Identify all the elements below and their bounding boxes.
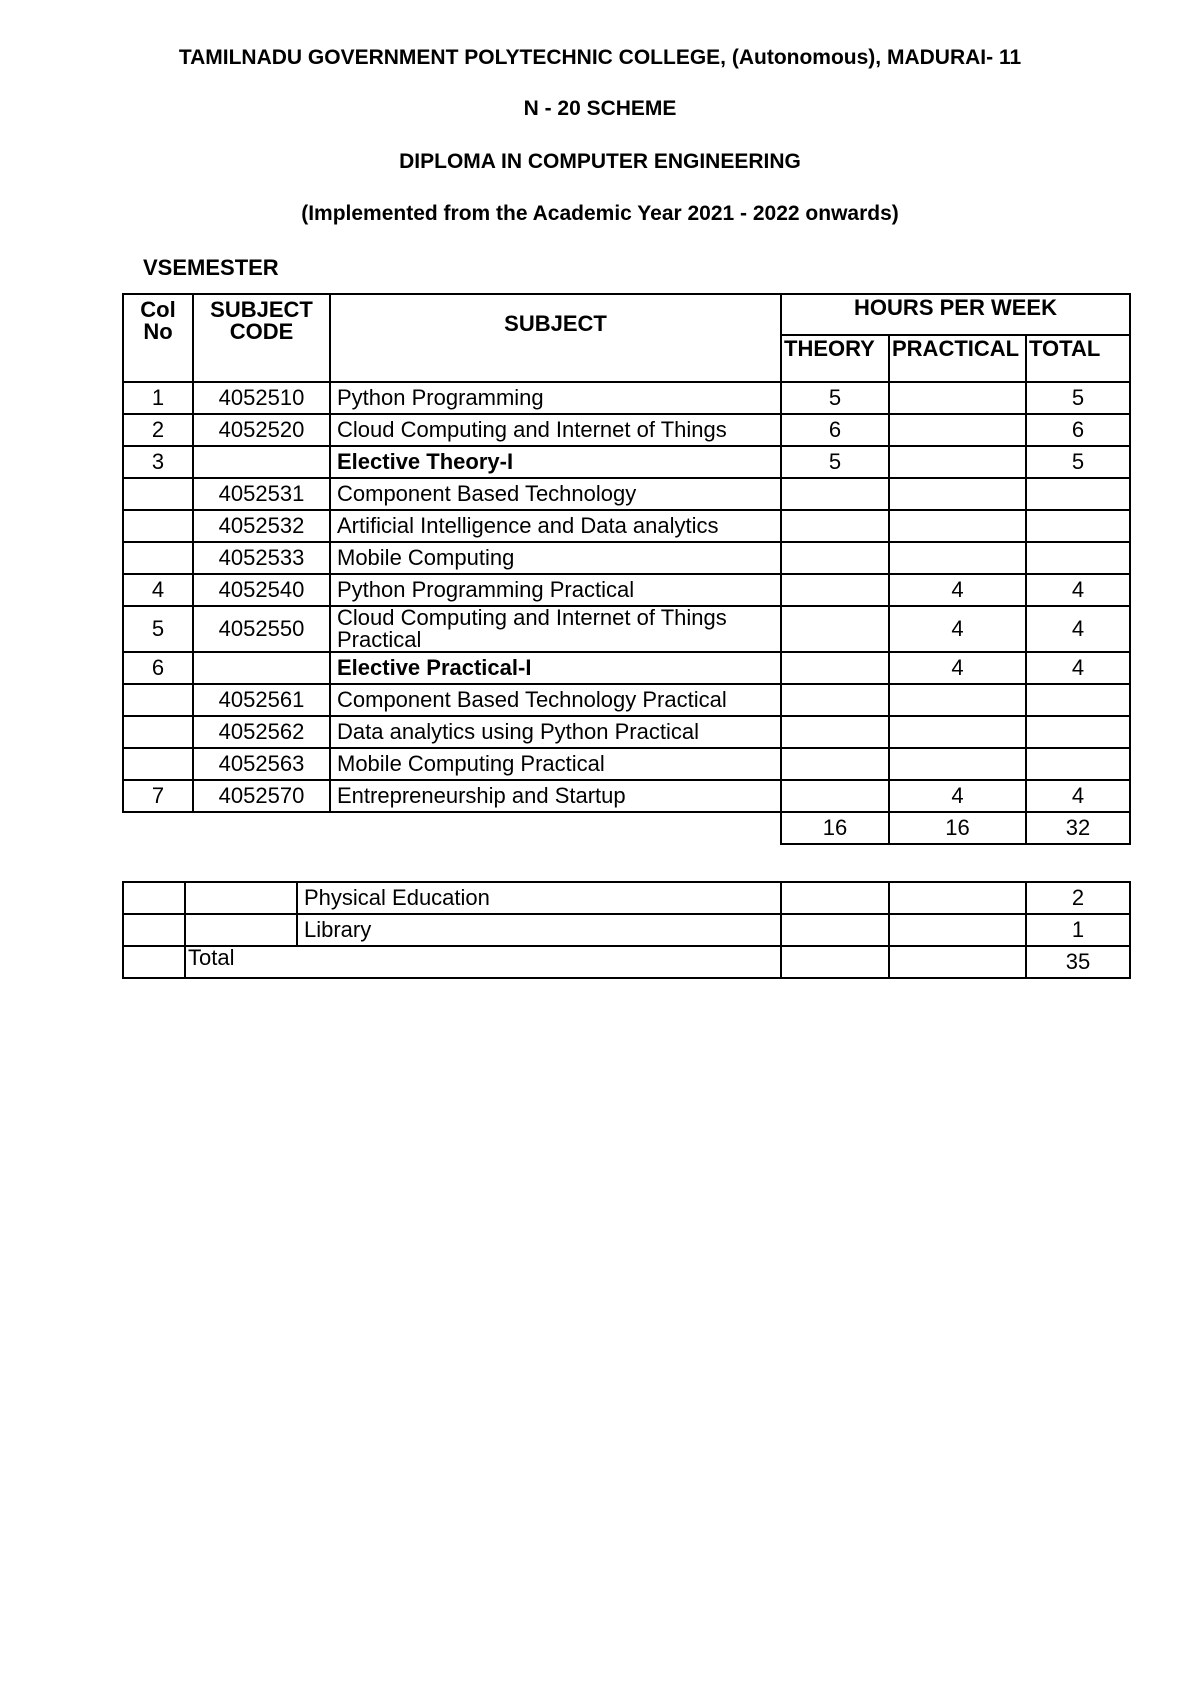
- header-col-no: Col No: [123, 294, 193, 382]
- row-subject: Elective Practical-I: [330, 652, 781, 684]
- extras-practical: [889, 882, 1026, 914]
- row-subject-code: 4052550: [193, 606, 330, 652]
- table-row: [123, 446, 1130, 478]
- row-col-no: 1: [123, 382, 193, 414]
- row-total: 4: [1026, 780, 1130, 812]
- row-total: 6: [1026, 414, 1130, 446]
- row-col-no: 7: [123, 780, 193, 812]
- table-row: [123, 716, 1130, 748]
- row-practical: [889, 382, 1026, 414]
- diploma-title: DIPLOMA IN COMPUTER ENGINEERING: [399, 150, 801, 173]
- extras-blank-cell: [123, 914, 185, 946]
- scheme-table: [122, 293, 1131, 845]
- row-theory: [781, 780, 889, 812]
- row-subject: Elective Theory-I: [330, 446, 781, 478]
- subtotal-theory: 16: [781, 812, 889, 844]
- row-total: [1026, 542, 1130, 574]
- scheme-title: N - 20 SCHEME: [523, 97, 677, 120]
- grand-total-value: 35: [1026, 946, 1130, 978]
- row-practical: [889, 414, 1026, 446]
- row-subject-code: [193, 652, 330, 684]
- implemented-note: (Implemented from the Academic Year 2021 - 2022 onwards): [301, 202, 899, 225]
- semester-label: VSEMESTER: [143, 255, 279, 280]
- row-total: 5: [1026, 382, 1130, 414]
- row-theory: 5: [781, 382, 889, 414]
- table-row: [123, 780, 1130, 812]
- row-total: [1026, 716, 1130, 748]
- extras-blank-cell: [185, 914, 297, 946]
- header-theory: THEORY: [781, 335, 889, 382]
- row-subject-code: 4052540: [193, 574, 330, 606]
- row-theory: [781, 542, 889, 574]
- row-total: [1026, 478, 1130, 510]
- table-header: [123, 294, 1130, 382]
- row-subject: Component Based Technology: [330, 478, 781, 510]
- row-col-no: [123, 542, 193, 574]
- row-practical: 4: [889, 780, 1026, 812]
- row-col-no: [123, 684, 193, 716]
- row-theory: [781, 478, 889, 510]
- extras-row: [123, 914, 1130, 946]
- table-row: [123, 542, 1130, 574]
- row-total: [1026, 748, 1130, 780]
- row-theory: [781, 684, 889, 716]
- row-subject-code: 4052510: [193, 382, 330, 414]
- row-practical: [889, 542, 1026, 574]
- row-theory: [781, 748, 889, 780]
- row-subject: Component Based Technology Practical: [330, 684, 781, 716]
- row-subject-code: 4052532: [193, 510, 330, 542]
- row-theory: [781, 716, 889, 748]
- row-subject: Python Programming: [330, 382, 781, 414]
- college-title: TAMILNADU GOVERNMENT POLYTECHNIC COLLEGE, (Autonomous), MADURAI- 11: [178, 46, 1022, 69]
- row-total: [1026, 684, 1130, 716]
- row-subject-code: 4052561: [193, 684, 330, 716]
- table-row: [123, 382, 1130, 414]
- row-practical: [889, 478, 1026, 510]
- row-practical: 4: [889, 606, 1026, 652]
- subtotal-total: 32: [1026, 812, 1130, 844]
- extras-theory: [781, 882, 889, 914]
- grand-total-row: [123, 946, 1130, 978]
- row-col-no: [123, 510, 193, 542]
- row-subject: Data analytics using Python Practical: [330, 716, 781, 748]
- extras-body: [123, 882, 1130, 946]
- row-subject-code: 4052520: [193, 414, 330, 446]
- row-practical: [889, 510, 1026, 542]
- row-practical: 4: [889, 574, 1026, 606]
- table-row: [123, 414, 1130, 446]
- row-subject: Entrepreneurship and Startup: [330, 780, 781, 812]
- extras-label: Library: [297, 914, 781, 946]
- extras-blank-cell: [185, 882, 297, 914]
- table-row: [123, 684, 1130, 716]
- table-row: [123, 510, 1130, 542]
- table-row: [123, 574, 1130, 606]
- row-col-no: [123, 748, 193, 780]
- row-total: 4: [1026, 574, 1130, 606]
- extras-practical: [889, 914, 1026, 946]
- grand-total-section: [123, 946, 1130, 978]
- row-subject: Cloud Computing and Internet of Things Practical: [330, 606, 781, 652]
- row-subject-code: 4052531: [193, 478, 330, 510]
- extras-blank-cell: [123, 882, 185, 914]
- extras-row: [123, 882, 1130, 914]
- table-row: [123, 478, 1130, 510]
- header-subject-code: SUBJECT CODE: [193, 294, 330, 382]
- row-subject: Mobile Computing Practical: [330, 748, 781, 780]
- row-col-no: 6: [123, 652, 193, 684]
- table-row: [123, 748, 1130, 780]
- row-col-no: 4: [123, 574, 193, 606]
- row-practical: [889, 446, 1026, 478]
- row-subject: Python Programming Practical: [330, 574, 781, 606]
- row-subject: Mobile Computing: [330, 542, 781, 574]
- table-row: [123, 606, 1130, 652]
- extras-label: Physical Education: [297, 882, 781, 914]
- header-practical: PRACTICAL: [889, 335, 1026, 382]
- row-practical: [889, 716, 1026, 748]
- row-theory: 6: [781, 414, 889, 446]
- header-subject: SUBJECT: [330, 294, 781, 382]
- row-practical: [889, 684, 1026, 716]
- row-subject-code: [193, 446, 330, 478]
- row-total: 4: [1026, 606, 1130, 652]
- table-row: [123, 652, 1130, 684]
- subtotal-row: [123, 812, 1130, 844]
- extras-table: [122, 881, 1131, 979]
- table-body: [123, 382, 1130, 812]
- row-theory: [781, 510, 889, 542]
- row-theory: [781, 606, 889, 652]
- row-total: [1026, 510, 1130, 542]
- extras-total: 2: [1026, 882, 1130, 914]
- header-total: TOTAL: [1026, 335, 1130, 382]
- row-subject-code: 4052563: [193, 748, 330, 780]
- extras-theory: [781, 914, 889, 946]
- extras-total: 1: [1026, 914, 1130, 946]
- row-theory: 5: [781, 446, 889, 478]
- row-theory: [781, 652, 889, 684]
- row-subject-code: 4052570: [193, 780, 330, 812]
- row-subject: Cloud Computing and Internet of Things: [330, 414, 781, 446]
- row-theory: [781, 574, 889, 606]
- row-col-no: 2: [123, 414, 193, 446]
- grand-total-label: Total: [185, 946, 781, 978]
- subtotal-practical: 16: [889, 812, 1026, 844]
- row-subject-code: 4052533: [193, 542, 330, 574]
- row-practical: 4: [889, 652, 1026, 684]
- row-total: 5: [1026, 446, 1130, 478]
- row-col-no: [123, 478, 193, 510]
- row-subject: Artificial Intelligence and Data analytics: [330, 510, 781, 542]
- row-col-no: 5: [123, 606, 193, 652]
- row-col-no: 3: [123, 446, 193, 478]
- row-practical: [889, 748, 1026, 780]
- row-col-no: [123, 716, 193, 748]
- row-total: 4: [1026, 652, 1130, 684]
- subtotal-section: [123, 812, 1130, 844]
- row-subject-code: 4052562: [193, 716, 330, 748]
- header-hours-per-week: HOURS PER WEEK: [781, 294, 1130, 335]
